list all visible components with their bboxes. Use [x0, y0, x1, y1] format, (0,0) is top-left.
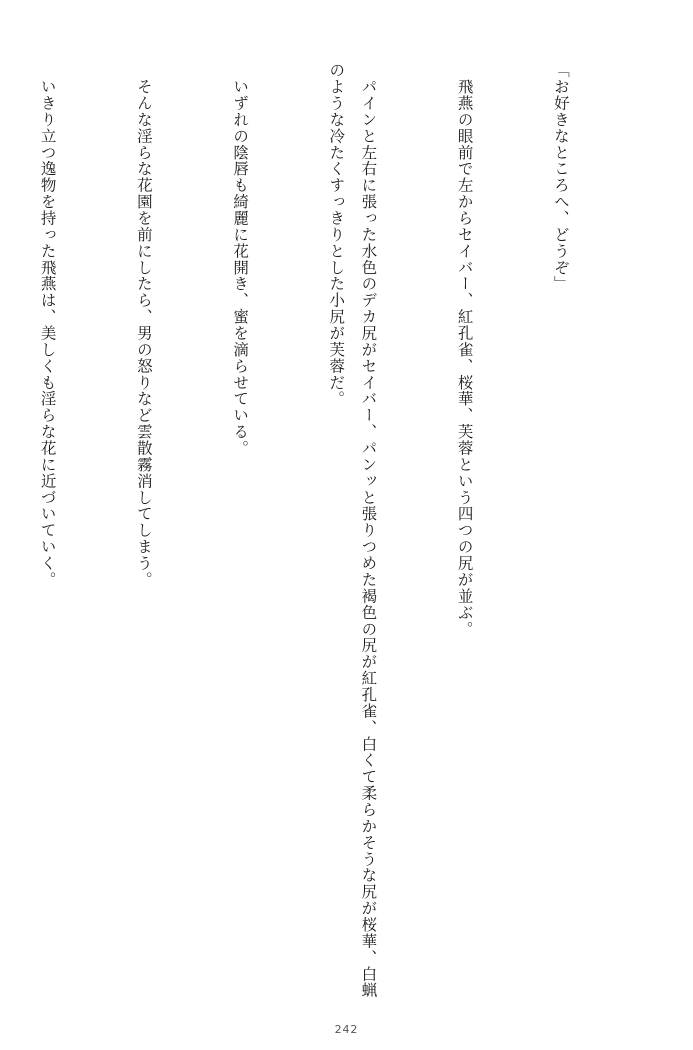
- vertical-text-body: [38, 62, 641, 1002]
- paragraph: パインと左右に張った水色のデカ尻がセイバー、パンッと張りつめた褐色の尻が紅孔雀、白くて柔らかそうな尻が桜華、白蝋のような冷たくすっきりとした小尻が芙蓉だ。: [327, 62, 378, 999]
- paragraph: いずれの陰唇も綺麗に花開き、蜜を滴らせている。: [231, 62, 250, 457]
- paragraph: そんな淫らな花園を前にしたら、男の怒りなど雲散霧消してしまう。: [134, 62, 153, 588]
- paragraph: 「お好きなところへ、どうぞ」: [551, 62, 570, 293]
- paragraph: いきり立つ逸物を持った飛燕は、美しくも淫らな花に近づいていく。: [38, 62, 57, 588]
- paragraph: 飛燕の眼前で左からセイバー、紅孔雀、桜華、芙蓉という四つの尻が並ぶ。: [455, 62, 474, 638]
- page-number: 242: [334, 1023, 359, 1036]
